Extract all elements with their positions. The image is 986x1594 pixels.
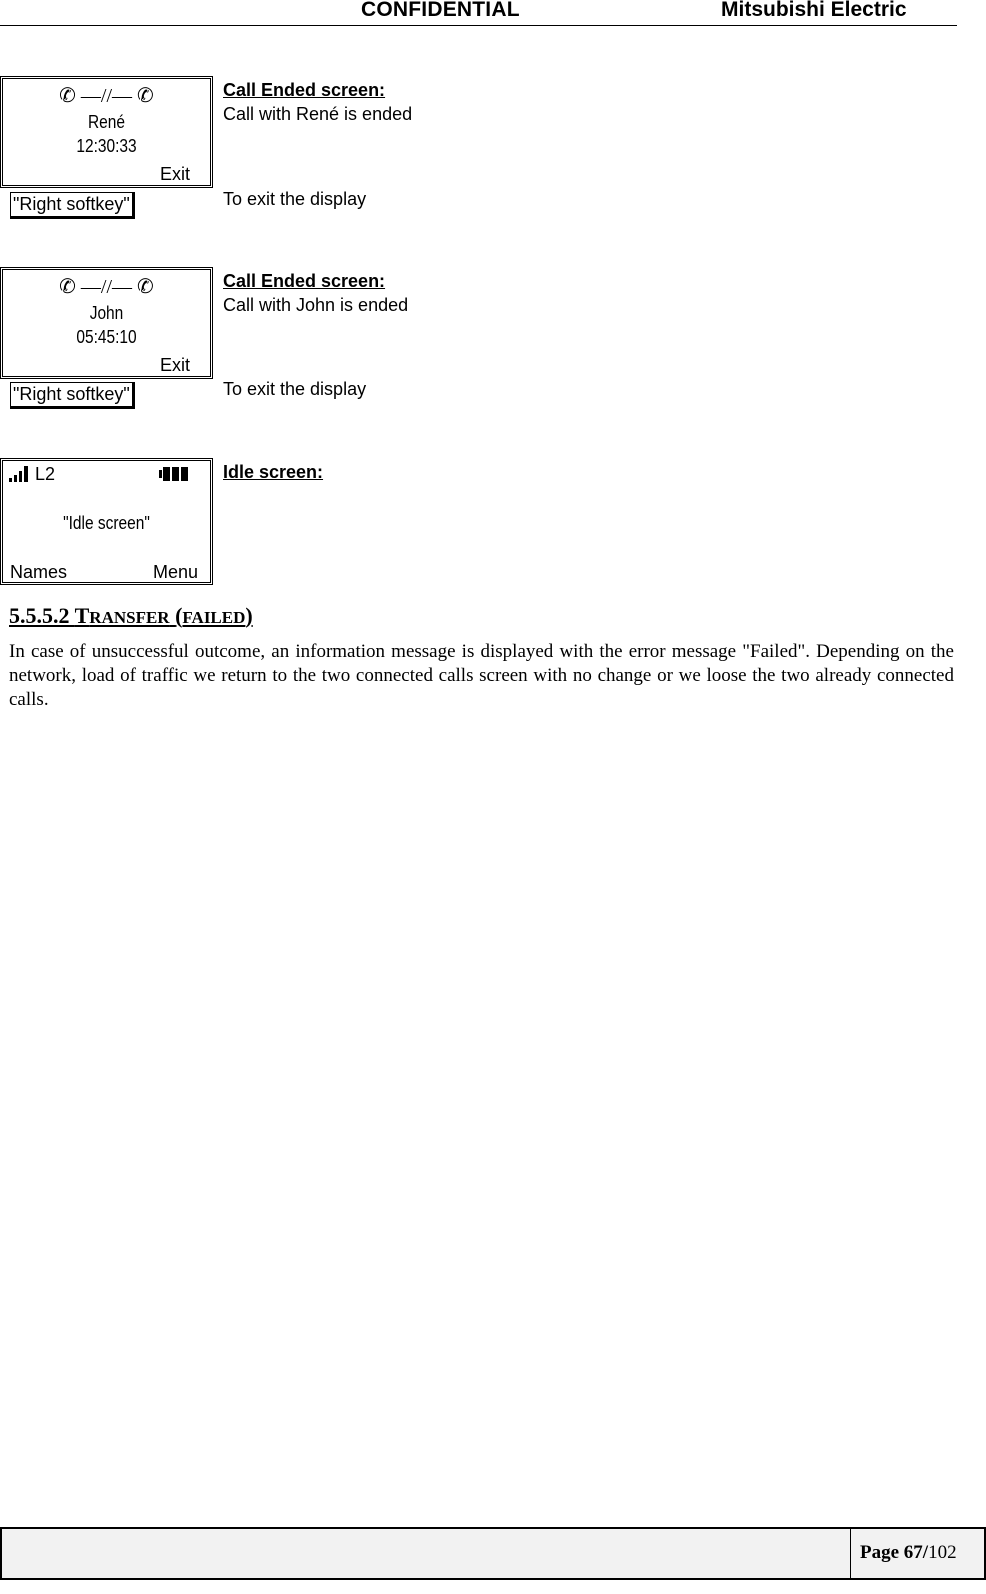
call-ended-icon: ✆ —//— ✆ — [59, 85, 154, 107]
body-text — [9, 640, 954, 712]
page-total: 102 — [928, 1542, 957, 1563]
screen-description: Call with John is ended — [223, 295, 409, 315]
page-label: Page 67/ — [860, 1542, 929, 1563]
call-duration: 12:30:33 — [76, 136, 137, 156]
screen-title: Call Ended screen: — [223, 271, 386, 291]
battery-icon — [159, 466, 191, 482]
right-softkey-key: "Right softkey" — [10, 382, 135, 409]
section-paren-open: ( — [175, 603, 183, 628]
right-softkey-key: "Right softkey" — [10, 192, 135, 219]
idle-display — [0, 458, 213, 585]
call-ended-icon: ✆ —//— ✆ — [59, 276, 154, 298]
footer-divider — [850, 1529, 851, 1578]
paragraph: In case of unsuccessful outcome, an information message is displayed with the error message "Failed". Depending on the network, load of traffic we return to the two connected calls screen with no change or we loose the two already connected calls. — [9, 641, 954, 710]
screen-title: Call Ended screen: — [223, 80, 386, 100]
line-indicator: L2 — [35, 464, 56, 484]
page-footer — [0, 1527, 986, 1580]
section-title-failed: FAILED — [182, 608, 246, 627]
caller-name: René — [87, 112, 126, 132]
call-ended-display-rene — [0, 76, 213, 188]
section-title-initial: T — [74, 603, 90, 628]
exit-softkey-label: Exit — [159, 164, 190, 184]
confidential-label: CONFIDENTIAL — [361, 0, 520, 21]
call-duration: 05:45:10 — [76, 327, 137, 347]
signal-strength-icon — [9, 465, 33, 483]
softkey-action: To exit the display — [223, 189, 367, 209]
company-name: Mitsubishi Electric — [721, 0, 907, 21]
idle-screen-placeholder: "Idle screen" — [63, 513, 150, 533]
call-ended-display-john — [0, 267, 213, 379]
screen-title: Idle screen: — [223, 462, 324, 482]
page-number — [860, 1542, 957, 1564]
page-header — [0, 0, 957, 26]
names-softkey-label: Names — [10, 562, 68, 582]
section-paren-close: ) — [245, 603, 253, 628]
section-title-rest: RANSFER — [89, 608, 170, 627]
screen-description: Call with René is ended — [223, 104, 413, 124]
exit-softkey-label: Exit — [159, 355, 190, 375]
section-heading — [9, 603, 253, 629]
section-number: 5.5.5.2 — [9, 603, 70, 628]
caller-name: John — [89, 303, 124, 323]
menu-softkey-label: Menu — [152, 562, 198, 582]
softkey-action: To exit the display — [223, 379, 367, 399]
